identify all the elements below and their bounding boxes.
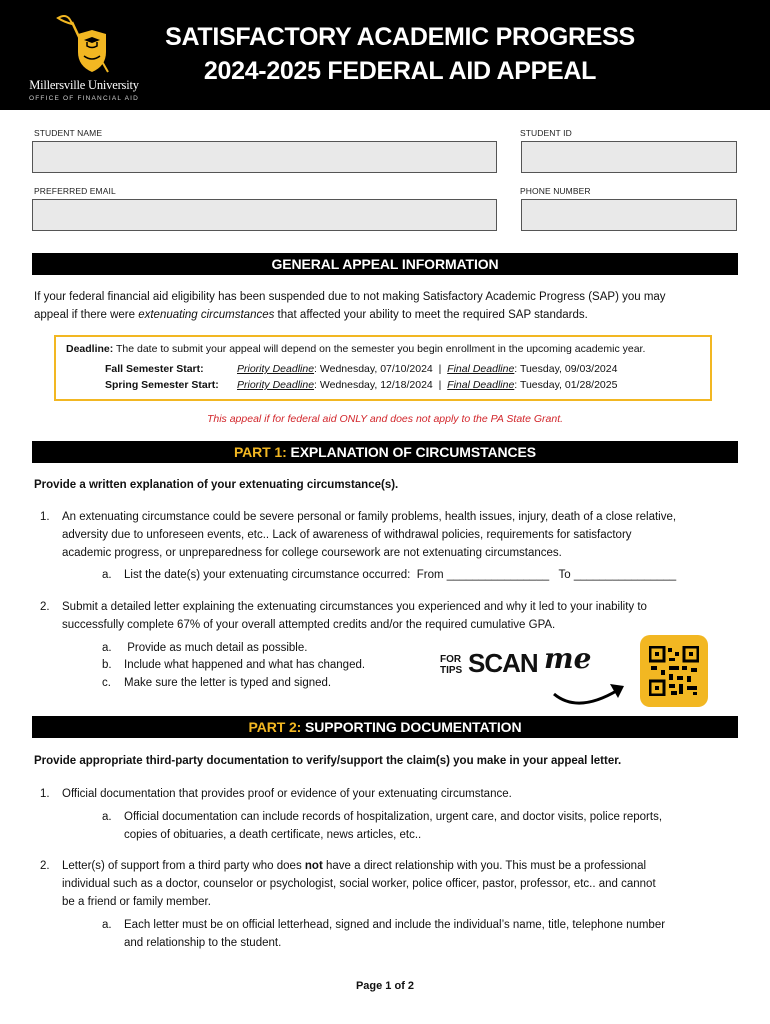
intro-line-2: appeal if there were extenuating circumstances that affected your ability to meet the required SAP standards. xyxy=(34,309,588,321)
qr-code[interactable] xyxy=(640,635,708,707)
spring-deadlines: Priority Deadline: Wednesday, 12/18/2024 | Final Deadline: Tuesday, 01/28/2025 xyxy=(237,379,618,391)
shield-torch-icon xyxy=(28,12,140,78)
spring-semester-label: Spring Semester Start: xyxy=(105,379,219,391)
date-range-line: List the date(s) your extenuating circumstance occurred: From ________________ To ________________ xyxy=(124,569,677,581)
part1-lead: Provide a written explanation of your extenuating circumstance(s). xyxy=(34,479,399,491)
part2-item1: Official documentation that provides proof or evidence of your extenuating circumstance. xyxy=(62,788,512,800)
student-name-field[interactable] xyxy=(32,141,497,173)
part2-item2a: Each letter must be on official letterhead, signed and include the individual’s name, title, telephone number and relationship to the student. xyxy=(124,919,666,949)
intro-line-1: If your federal financial aid eligibility has been suspended due to not making Satisfactory Academic Progress (SAP) you may xyxy=(34,291,666,303)
part1-item2c: Make sure the letter is typed and signed. xyxy=(124,677,332,689)
part2-item1a-number: a. xyxy=(102,811,112,823)
part1-item2b-number: b. xyxy=(102,659,112,671)
part1-item1-number: 1. xyxy=(40,511,50,523)
page-title xyxy=(140,20,660,88)
part1-item2b: Include what happened and what has changed. xyxy=(124,659,366,671)
scan-for-tips: FOR TIPS xyxy=(440,654,463,676)
scan-me-callout xyxy=(440,642,600,710)
general-appeal-bar: GENERAL APPEAL INFORMATION xyxy=(32,253,738,275)
title-line-1: SATISFACTORY ACADEMIC PROGRESS xyxy=(165,23,635,51)
curved-arrow-icon xyxy=(548,674,632,710)
part1-item2c-number: c. xyxy=(102,677,111,689)
part2-item1a: Official documentation can include records of hospitalization, urgent care, and doctor visits, police reports, copies of obituaries, a death certificate, news articles, etc.. xyxy=(124,811,663,841)
general-intro xyxy=(34,288,744,324)
page-number: Page 1 of 2 xyxy=(355,980,415,992)
phone-number-label: PHONE NUMBER xyxy=(520,186,591,196)
part2-item2a-number: a. xyxy=(102,919,112,931)
part1-bar: PART 1: EXPLANATION OF CIRCUMSTANCES xyxy=(32,441,738,463)
part1-item2: Submit a detailed letter explaining the extenuating circumstances you experienced and why it led to your inability to successfully complete 67% of your overall attempted credits and/or the required cumulative GPA. xyxy=(62,601,647,631)
part2-item2: Letter(s) of support from a third party who does not have a direct relationship with you. This must be a professional individual such as a doctor, counselor or psychologist, social worker, police officer, pastor, professor, etc.. and cannot be a friend or family member. xyxy=(62,860,656,908)
federal-only-note: This appeal if for federal aid ONLY and does not apply to the PA State Grant. xyxy=(206,413,564,425)
qr-code-icon xyxy=(649,646,699,696)
student-id-label: STUDENT ID xyxy=(520,128,572,138)
part1-item1: An extenuating circumstance could be severe personal or family problems, health issues, injury, death of a close relative, adversity due to unforeseen events, etc.. Lack of awareness of withdrawal policies, requirements for satisfactory academic progress, or unpreparedness for college coursework are not extenuating circumstances. xyxy=(62,511,677,559)
part1-item1a-number: a. xyxy=(102,569,112,581)
part2-item1-number: 1. xyxy=(40,788,50,800)
preferred-email-field[interactable] xyxy=(32,199,497,231)
logo-name: Millersville University xyxy=(29,78,139,92)
deadline-text: Deadline: The date to submit your appeal will depend on the semester you begin enrollment in the upcoming academic year. xyxy=(66,343,646,355)
part1-item2-number: 2. xyxy=(40,601,50,613)
part2-item2-number: 2. xyxy=(40,860,50,872)
logo-subtitle: OFFICE OF FINANCIAL AID xyxy=(28,95,140,102)
fall-deadlines: Priority Deadline: Wednesday, 07/10/2024 | Final Deadline: Tuesday, 09/03/2024 xyxy=(237,363,618,375)
preferred-email-label: PREFERRED EMAIL xyxy=(34,186,116,196)
part2-bar: PART 2: SUPPORTING DOCUMENTATION xyxy=(32,716,738,738)
scan-me-word: me xyxy=(544,642,592,675)
title-line-2: 2024-2025 FEDERAL AID APPEAL xyxy=(203,57,597,85)
part1-item2a: Provide as much detail as possible. xyxy=(124,642,308,654)
university-logo xyxy=(28,12,140,104)
phone-number-field[interactable] xyxy=(521,199,737,231)
student-name-label: STUDENT NAME xyxy=(34,128,103,138)
scan-word: SCAN xyxy=(468,648,538,678)
student-id-field[interactable] xyxy=(521,141,737,173)
fall-semester-label: Fall Semester Start: xyxy=(105,363,204,375)
part1-item2a-number: a. xyxy=(102,642,112,654)
part2-lead: Provide appropriate third-party documentation to verify/support the claim(s) you make in your appeal letter. xyxy=(34,755,622,767)
